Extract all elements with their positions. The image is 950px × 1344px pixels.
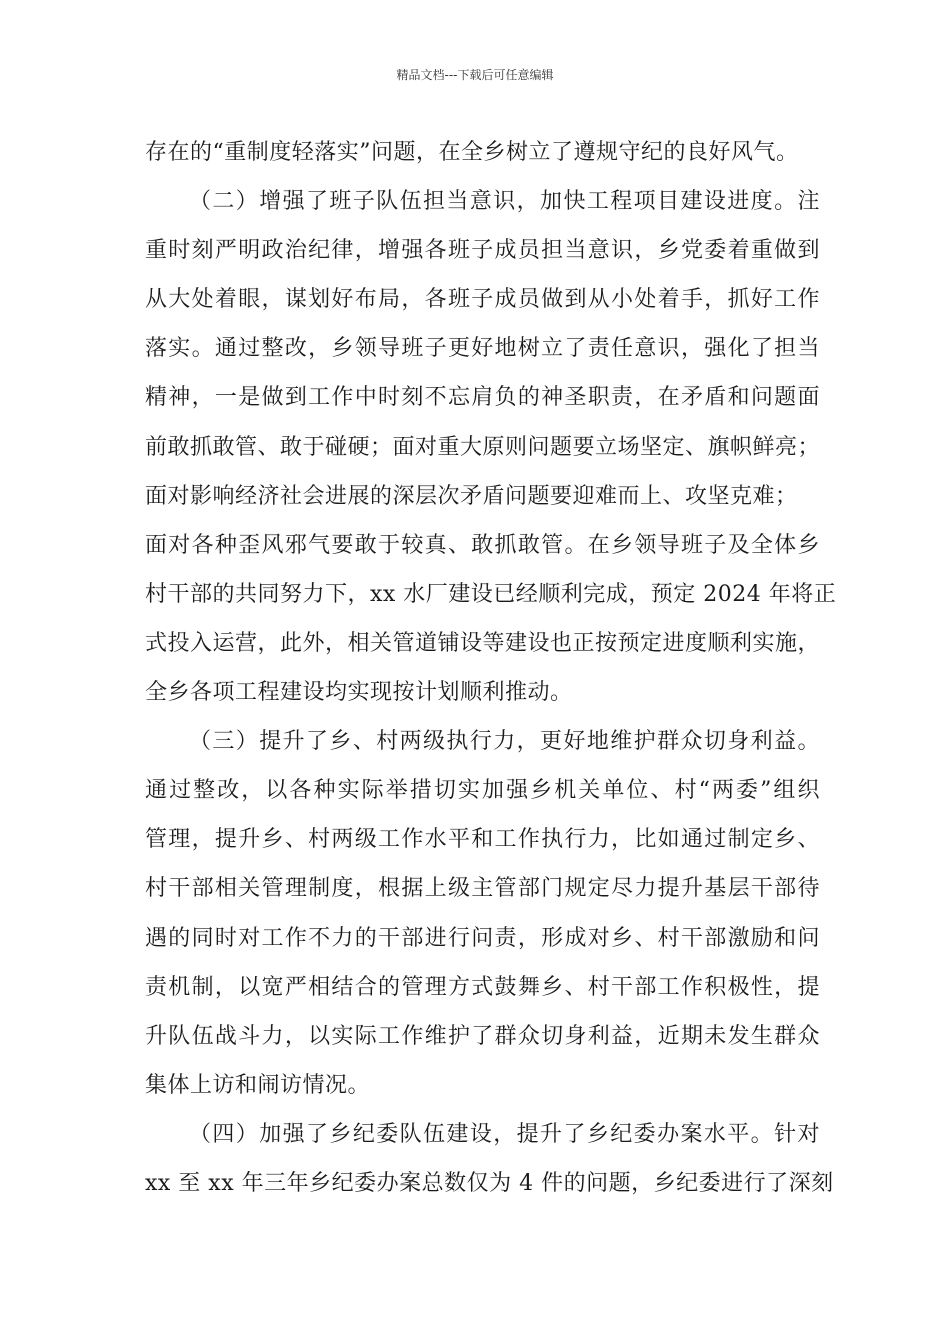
text-line: 管理，提升乡、村两级工作水平和工作执行力，比如通过制定乡、 <box>145 827 820 853</box>
document-body <box>145 128 837 1208</box>
text-line: 面对影响经济社会进展的深层次矛盾问题要迎难而上、攻坚克难； <box>145 483 798 509</box>
text-line: 责机制，以宽严相结合的管理方式鼓舞乡、村干部工作积极性，提 <box>145 974 820 1000</box>
text-line: 存在的“重制度轻落实”问题，在全乡树立了遵规守纪的良好风气。 <box>145 140 799 165</box>
page-header: 精品文档---下载后可任意编辑 <box>396 68 554 82</box>
text-line: 升队伍战斗力，以实际工作维护了群众切身利益，近期未发生群众 <box>145 1023 820 1049</box>
text-line: 村干部相关管理制度，根据上级主管部门规定尽力提升基层干部待 <box>145 876 820 902</box>
text-line: （四）加强了乡纪委队伍建设，提升了乡纪委办案水平。针对 <box>189 1121 820 1147</box>
text-line: 面对各种歪风邪气要敢于较真、敢抓敢管。在乡领导班子及全体乡 <box>145 532 820 558</box>
text-line: 从大处着眼，谋划好布局，各班子成员做到从小处着手，抓好工作 <box>145 287 820 313</box>
text-line: 重时刻严明政治纪律，增强各班子成员担当意识，乡党委着重做到 <box>145 238 820 264</box>
text-line: 集体上访和闹访情况。 <box>145 1072 371 1098</box>
text-line: 通过整改，以各种实际举措切实加强乡机关单位、村“两委”组织 <box>145 778 820 804</box>
text-line: xx 至 xx 年三年乡纪委办案总数仅为 4 件的问题，乡纪委进行了深刻 <box>145 1170 834 1196</box>
text-line: （三）提升了乡、村两级执行力，更好地维护群众切身利益。 <box>189 729 820 755</box>
text-line: 前敢抓敢管、敢于碰硬；面对重大原则问题要立场坚定、旗帜鲜亮； <box>145 434 821 460</box>
text-line: 精神，一是做到工作中时刻不忘肩负的神圣职责，在矛盾和问题面 <box>145 385 820 411</box>
text-line: 式投入运营，此外，相关管道铺设等建设也正按预定进度顺利实施， <box>145 630 821 656</box>
text-line: （二）增强了班子队伍担当意识，加快工程项目建设进度。注 <box>189 189 820 215</box>
text-line: 全乡各项工程建设均实现按计划顺利推动。 <box>145 680 573 706</box>
text-line: 村干部的共同努力下，xx 水厂建设已经顺利完成，预定 2024 年将正 <box>145 581 837 607</box>
text-line: 遇的同时对工作不力的干部进行问责，形成对乡、村干部激励和问 <box>145 925 820 951</box>
text-line: 落实。通过整改，乡领导班子更好地树立了责任意识，强化了担当 <box>145 336 820 362</box>
